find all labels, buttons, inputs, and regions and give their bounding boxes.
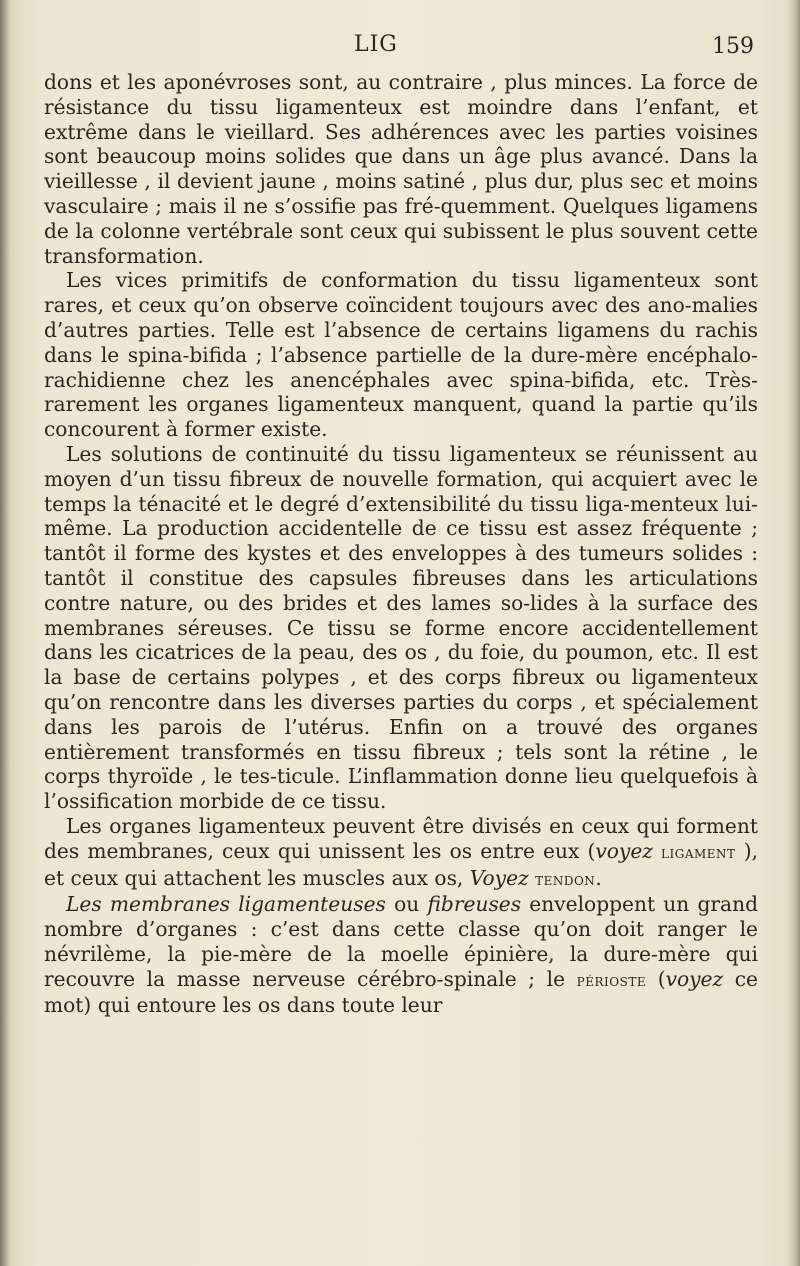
body-text xyxy=(44,70,758,1018)
cross-reference: périoste xyxy=(576,970,647,991)
cross-reference: tendon xyxy=(535,869,596,890)
paragraph xyxy=(44,442,758,814)
paragraph xyxy=(44,892,758,1018)
text-run: Les solutions de continuité du tissu ligamenteux se réunissent au moyen d’un tissu fibreux de nouvelle formation, qui acquiert avec le temps la ténacité et le degré d’extensibilité du tissu liga-menteux lui-même. La production accidentelle de ce tissu est assez fréquente ; tantôt il forme des kystes et des enveloppes à des tumeurs solides : tantôt il constitue des capsules fibreuses dans les articulations contre nature, ou des brides et des lames so-lides à la surface des membranes séreuses. Ce tissu se forme encore accidentellement dans les cicatrices de la peau, des os , du foie, du poumon, etc. Il est la base de certains polypes , et des corps fibreux ou ligamenteux qu’on rencontre dans les diverses parties du corps , et spécialement dans les parois de l’utérus. Enfin on a trouvé des organes entièrement transformés en tissu fibreux ; tels sont la rétine , le corps thyroïde , le tes-ticule. L’inflammation donne lieu quelquefois à l’ossification morbide de ce tissu. xyxy=(44,441,758,814)
text-run xyxy=(653,839,661,863)
page-header xyxy=(44,32,754,72)
italic-text: Les membranes ligamenteuses xyxy=(66,892,386,917)
page-binding-shadow xyxy=(0,0,10,1266)
text-run: ou xyxy=(385,892,428,917)
text-run: Les organes ligamenteux peuvent être divisés en ceux qui forment des membranes, ceux qui unissent les os entre eux ( xyxy=(44,813,758,863)
text-run: ce mot) qui entoure les os dans toute leur xyxy=(44,966,758,1018)
italic-text: fibreuses xyxy=(427,892,522,917)
text-run: enveloppent un grand nombre d’organes : c’est dans cette classe qu’on doit ranger le névrilème, la pie-mère de la moelle épinière, la dure-mère qui recouvre la masse nerveuse cérébro-spinale ; le xyxy=(44,892,759,991)
page-edge-shadow xyxy=(786,0,800,1266)
italic-text: voyez xyxy=(595,838,653,863)
running-head: LIG xyxy=(354,32,398,57)
italic-text: voyez xyxy=(665,966,724,991)
italic-text: Voyez xyxy=(469,865,529,890)
paragraph xyxy=(44,814,758,892)
cross-reference: ligament xyxy=(661,842,736,863)
paragraph xyxy=(44,268,758,442)
text-run: ( xyxy=(646,966,666,991)
paragraph xyxy=(44,70,758,268)
text-run: Les vices primitifs de conformation du tissu ligamenteux sont rares, et ceux qu’on observe coïncident toujours avec des ano-malies d’autres parties. Telle est l’absence de certains ligamens du rachis dans le spina-bifida ; l’absence partielle de la dure-mère encéphalo-rachidienne chez les anencéphales avec spina-bifida, etc. Très-rarement les organes ligamenteux manquent, quand la partie qu’ils concourent à former existe. xyxy=(44,268,758,442)
text-run: ), et ceux qui attachent les muscles aux os, xyxy=(44,838,758,890)
page-number: 159 xyxy=(712,34,754,59)
text-run: . xyxy=(595,865,602,890)
text-run: dons et les aponévroses sont, au contraire , plus minces. La force de résistance du tissu ligamenteux est moindre dans l’enfant, et extrême dans le vieillard. Ses adhérences avec les parties voisines sont beaucoup moins solides que dans un âge plus avancé. Dans la vieillesse , il devient jaune , moins satiné , plus dur, plus sec et moins vasculaire ; mais il ne s’ossifie pas fré-quemment. Quelques ligamens de la colonne vertébrale sont ceux qui subissent le plus souvent cette transformation. xyxy=(44,70,758,268)
